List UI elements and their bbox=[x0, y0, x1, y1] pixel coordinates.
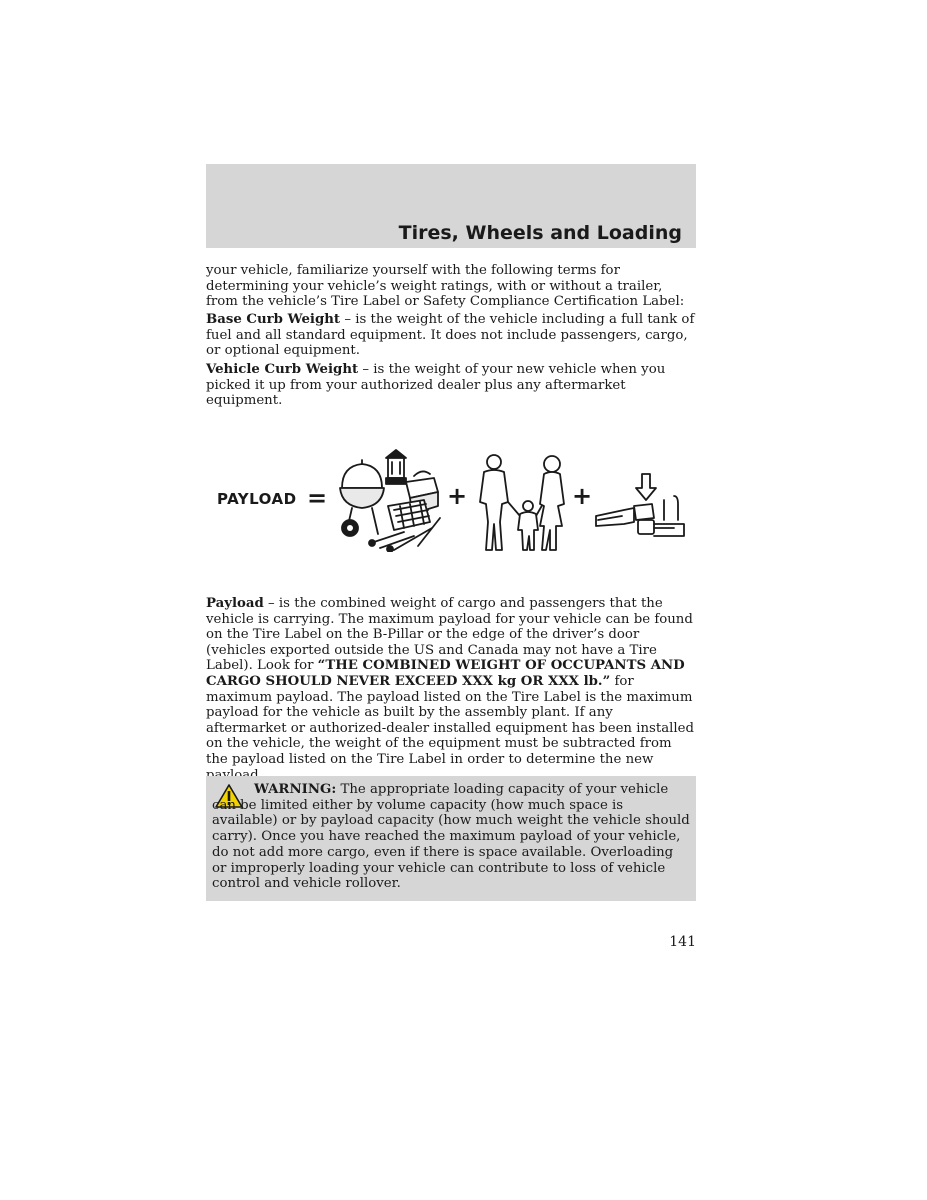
section-header bbox=[206, 164, 696, 248]
plus-sign: + bbox=[572, 482, 593, 510]
warning-label: WARNING: bbox=[254, 782, 337, 797]
payload-text-continued: for maximum payload. The payload listed on the Tire Label is the maximum payload for the vehicle as built by the assembly plant. If any aftermarket or authorized-dealer installed equipment has been installed on the vehicle, the weight of the equipment must be subtracted from the payload listed on the Tire Label in order to determine the new bbox=[206, 673, 695, 767]
payload-label-quote: “THE COMBINED WEIGHT OF OCCUPANTS AND CARGO SHOULD NEVER EXCEED XXX kg OR XXX lb.” bbox=[206, 658, 685, 689]
intro-paragraph bbox=[206, 263, 696, 310]
trailer-hitch-icon bbox=[594, 470, 688, 550]
section-title: Tires, Wheels and Loading bbox=[398, 222, 682, 244]
definition-vehicle-curb-weight bbox=[206, 362, 696, 409]
page-number: 141 bbox=[669, 934, 696, 950]
definition-text: – is the weight of the vehicle including a full tank of fuel and all standard equipment. It does not include passengers, cargo, or optional equipment. bbox=[206, 312, 695, 359]
family-passengers-icon bbox=[472, 450, 572, 554]
definition-text: – is the weight of your new vehicle when you picked it up from your authorized dealer plus any aftermarket equipment. bbox=[206, 362, 666, 409]
definition-base-curb-weight bbox=[206, 312, 696, 359]
warning-box bbox=[206, 776, 696, 901]
cargo-items-icon bbox=[334, 448, 444, 552]
warning-text: The appropriate loading capacity of your vehicle can be limited either by volume capacity (how much space is available) or by payload capacity (how much weight the vehicle should carry). Once you have reached the maximum payload of your vehicle, do not add more cargo, even if there is space available. Overloading or improperly loading your vehicle can contribute to loss of vehicle control and vehicle rollover. bbox=[212, 782, 690, 892]
payload-paragraph bbox=[206, 596, 696, 783]
payload-term: Payload bbox=[206, 596, 264, 611]
equals-sign: = bbox=[307, 484, 328, 512]
warning-text-block bbox=[212, 782, 690, 892]
payload-label: PAYLOAD bbox=[217, 490, 297, 508]
payload-illustration bbox=[206, 440, 696, 560]
intro-text: your vehicle, familiarize yourself with the following terms for determining your vehicle’s weight ratings, with or without a trailer, from the vehicle’s Tire Label or Safety Compliance Certification Label: bbox=[206, 263, 685, 310]
definition-term: Vehicle Curb Weight bbox=[206, 362, 359, 377]
payload-text: – is the combined weight of cargo and passengers that the vehicle is carrying. The maximum payload for your vehicle can be found on the Tire Label on the B-Pillar or the edge of the driver’s door (vehicles exported outside the US and Canada may not have a Tire Label). Look for bbox=[206, 596, 693, 674]
definition-term: Base Curb Weight bbox=[206, 312, 341, 327]
plus-sign: + bbox=[447, 482, 468, 510]
